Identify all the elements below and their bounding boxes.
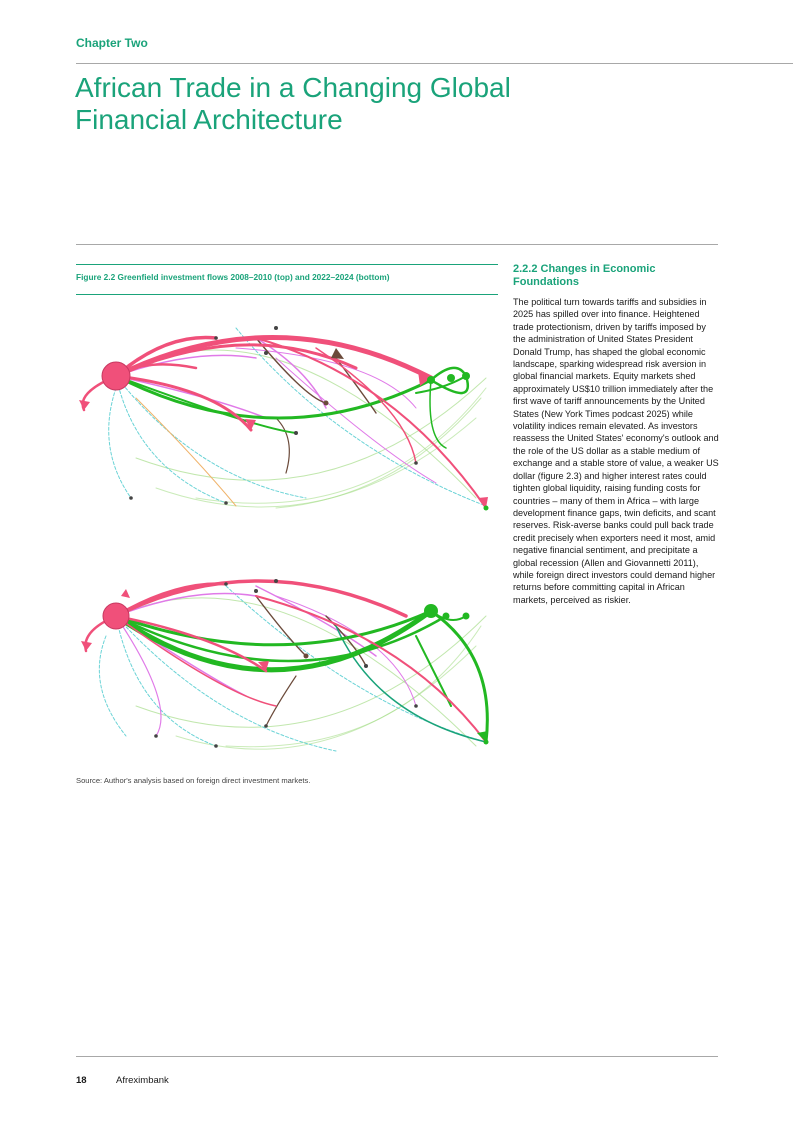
chapter-label: Chapter Two bbox=[76, 36, 148, 50]
figure-source: Source: Author's analysis based on foreign direct investment markets. bbox=[76, 776, 311, 785]
header-divider bbox=[76, 63, 793, 64]
chapter-title: African Trade in a Changing Global Financial Architecture bbox=[75, 72, 511, 135]
section-heading: 2.2.2 Changes in Economic Foundations bbox=[513, 263, 656, 288]
section-divider bbox=[76, 244, 718, 245]
figure-caption-rule-top bbox=[76, 264, 498, 265]
page-number: 18 bbox=[76, 1075, 87, 1086]
footer-organization: Afreximbank bbox=[116, 1075, 169, 1086]
figure-caption-rule-bottom bbox=[76, 294, 498, 295]
section-body: The political turn towards tariffs and subsidies in 2025 has spilled over into finance. Heightened trade protectionism, driven by tariffs imposed by the administration of United States President Donald Trump, has shaped the global economic landscape, sparking widespread risk aversion in global financial markets. Equity markets shed approximately US$10 trillion immediately after the first wave of tariff announcements by the United States (New York Times podcast 2025) while volatility indices remain elevated. As investors reassess the United States' economy's outlook and the role of the US dollar as a stable medium of exchange and a stable store of value, a weaker US dollar (figure 2.3) and higher interest rates could tighten global liquidity, raising funding costs for countries – many of them in Africa – with large development finance gaps, twin deficits, and scant reserves. Risk-averse banks could pull back trade credit precisely when exporters need it most, amid negative financial sentiment, and precipitate a global recession (Allen and Giovannetti 2011), while foreign direct investors could demand higher returns before committing capital in African markets, perceived as riskier. bbox=[513, 297, 719, 605]
network-figure bbox=[76, 298, 500, 760]
figure-caption: Figure 2.2 Greenfield investment flows 2008–2010 (top) and 2022–2024 (bottom) bbox=[76, 272, 390, 282]
network-top bbox=[79, 326, 489, 511]
network-bottom bbox=[81, 579, 489, 751]
footer-divider bbox=[76, 1056, 718, 1057]
